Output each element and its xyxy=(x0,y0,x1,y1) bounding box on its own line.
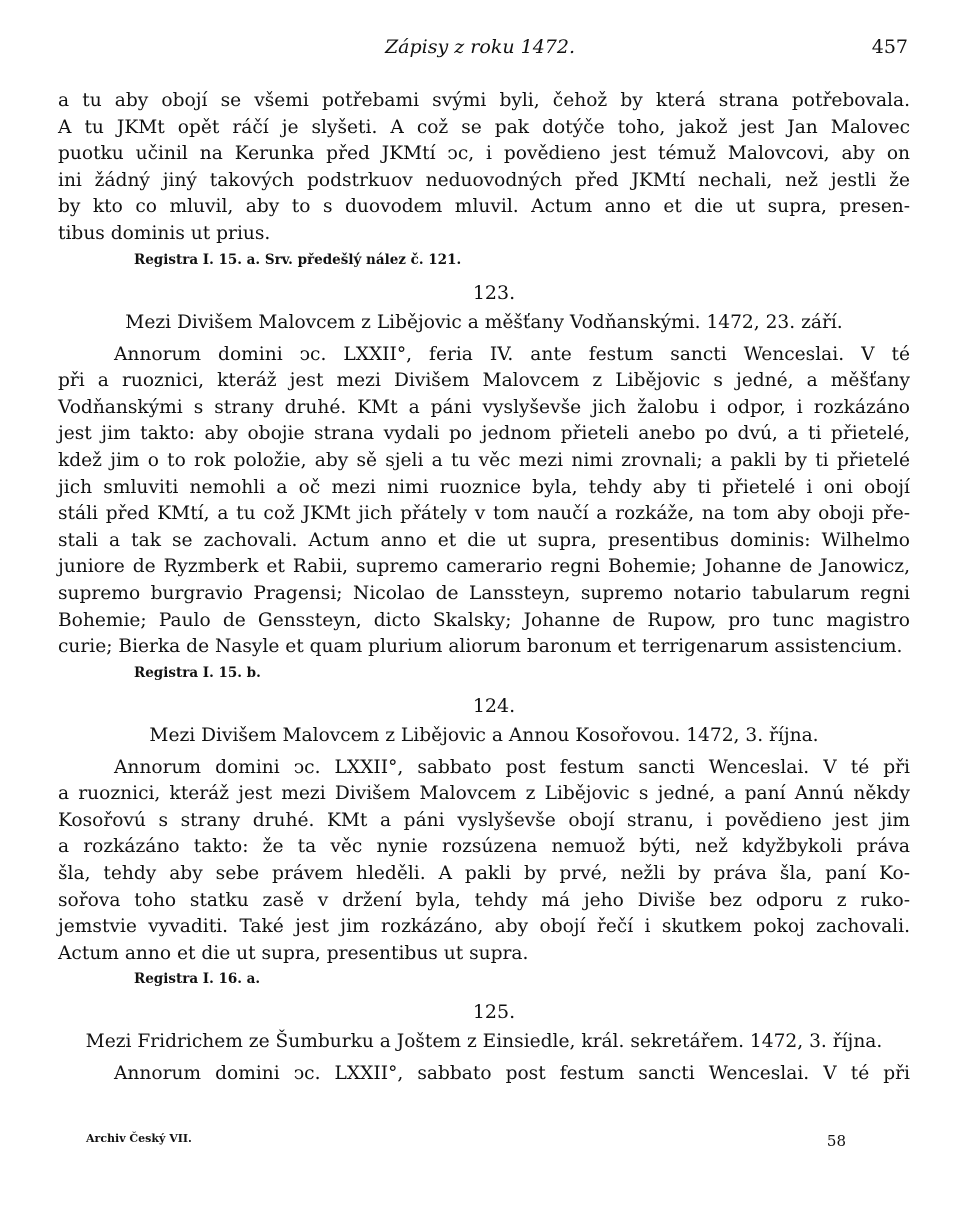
page-footer xyxy=(58,1128,910,1152)
text-line: sořova toho statku zasě v držení byla, tehdy má jeho Diviše bez odporu z ruko- xyxy=(58,889,910,911)
text-line: puotku učinil na Kerunka před JKMtí ͻc, i povědieno jest témuž Malovcovi, aby on xyxy=(58,143,910,165)
text-line: stáli před KMtí, a tu což JKMt jich přátely v tom naučí a rozkáže, na tom aby oboji pře- xyxy=(58,503,910,525)
sheet-number: 58 xyxy=(826,1132,846,1150)
text-line: curie; Bierka de Nasyle et quam plurium aliorum baronum et terrigenarum assistencium. xyxy=(58,636,903,658)
text-line: Annorum domini ͻc. LXXII°, sabbato post festum sancti Wenceslai. V té při xyxy=(114,1063,910,1085)
opening-paragraph xyxy=(58,88,910,272)
registry-reference: Registra I. 15. b. xyxy=(134,664,261,681)
text-line: ini žádný jiný takových podstrkuov neduovodných před JKMtí nechali, než jestli že xyxy=(58,169,910,191)
text-line: stali a tak se zachovali. Actum anno et die ut supra, presentibus dominis: Wilhelmo xyxy=(58,529,910,551)
text-line: Kosořovú s strany druhé. KMt a páni vyslyševše obojí stranu, i povědieno jest jim xyxy=(58,809,910,831)
text-line: by kto co mluvil, aby to s duovodem mluvil. Actum anno et die ut supra, presen- xyxy=(58,196,910,218)
running-head xyxy=(0,36,960,66)
registry-reference: Registra I. 16. a. xyxy=(134,971,261,988)
text-line: jemstvie vyvaditi. Také jest jim rozkázáno, aby obojí řečí i skutkem pokoj zachovali. xyxy=(58,916,910,938)
text-line: Actum anno et die ut supra, presentibus ut supra. xyxy=(58,942,529,964)
text-line: Annorum domini ͻc. LXXII°, feria IV. ante festum sancti Wenceslai. V té xyxy=(114,343,910,365)
text-line: kdež jim o to rok položie, aby sě sjeli a tu věc mezi nimi zrovnali; a pakli by ti přietelé xyxy=(58,449,910,471)
text-line: při a ruoznici, kteráž jest mezi Divišem Malovcem z Libějovic s jedné, a měšťany xyxy=(58,370,910,392)
text-line: jich smluviti nemohli a oč mezi nimi ruoznice byla, tehdy aby ti přietelé i oni obojí xyxy=(58,476,910,498)
text-line: A tu JKMt opět ráčí je slyšeti. A což se pak dotýče toho, jakož jest Jan Malovec xyxy=(58,116,910,138)
entry-heading: Mezi Divišem Malovcem z Libějovic a Annou Kosořovou. 1472, 3. října. xyxy=(149,724,819,746)
text-line: Vodňanskými s strany druhé. KMt a páni vyslyševše jich žalobu i odpor, i rozkázáno xyxy=(58,396,910,418)
page-number: 457 xyxy=(871,36,908,58)
text-line: supremo burgravio Pragensi; Nicolao de Lanssteyn, supremo notario tabularum regni xyxy=(58,582,910,604)
text-line: Bohemie; Paulo de Genssteyn, dicto Skalsky; Johanne de Rupow, pro tunc magistro xyxy=(58,609,910,631)
sheet-signature: Archiv Český VII. xyxy=(86,1132,192,1145)
entry-number: 123. xyxy=(472,281,516,304)
entry-heading: Mezi Fridrichem ze Šumburku a Joštem z Einsiedle, král. sekretářem. 1472, 3. října. xyxy=(85,1031,883,1053)
entry-number: 125. xyxy=(472,1001,516,1024)
text-line: tibus dominis ut prius. xyxy=(58,222,271,244)
entry-125 xyxy=(58,991,910,1088)
text-line: Annorum domini ͻc. LXXII°, sabbato post festum sancti Wenceslai. V té při xyxy=(114,756,910,778)
text-line: šla, tehdy aby sebe právem hleděli. A pakli by prvé, nežli by práva šla, paní Ko- xyxy=(58,863,910,885)
registry-reference: Registra I. 15. a. Srv. předešlý nález č. 121. xyxy=(134,251,462,268)
entry-number: 124. xyxy=(472,694,516,717)
entry-123 xyxy=(58,272,910,685)
text-line: juniore de Ryzmberk et Rabii, supremo camerario regni Bohemie; Johanne de Janowicz, xyxy=(58,556,910,578)
text-line: a ruoznici, kteráž jest mezi Divišem Malovcem z Libějovic s jedné, a paní Annú někdy xyxy=(58,783,910,805)
text-block xyxy=(58,88,910,1088)
text-line: jest jim takto: aby obojie strana vydali po jednom přieteli anebo po dvú, a ti přietelé, xyxy=(58,423,910,445)
entry-heading: Mezi Divišem Malovcem z Libějovic a měšťany Vodňanskými. 1472, 23. září. xyxy=(125,311,843,333)
text-line: a rozkázáno takto: že ta věc nynie rozsúzena nemuož býti, než kdyžbykoli práva xyxy=(58,836,910,858)
text-line: a tu aby obojí se všemi potřebami svými byli, čehož by která strana potřebovala. xyxy=(58,90,910,111)
entry-124 xyxy=(58,685,910,992)
running-title: Zápisy z roku 1472. xyxy=(384,36,576,58)
